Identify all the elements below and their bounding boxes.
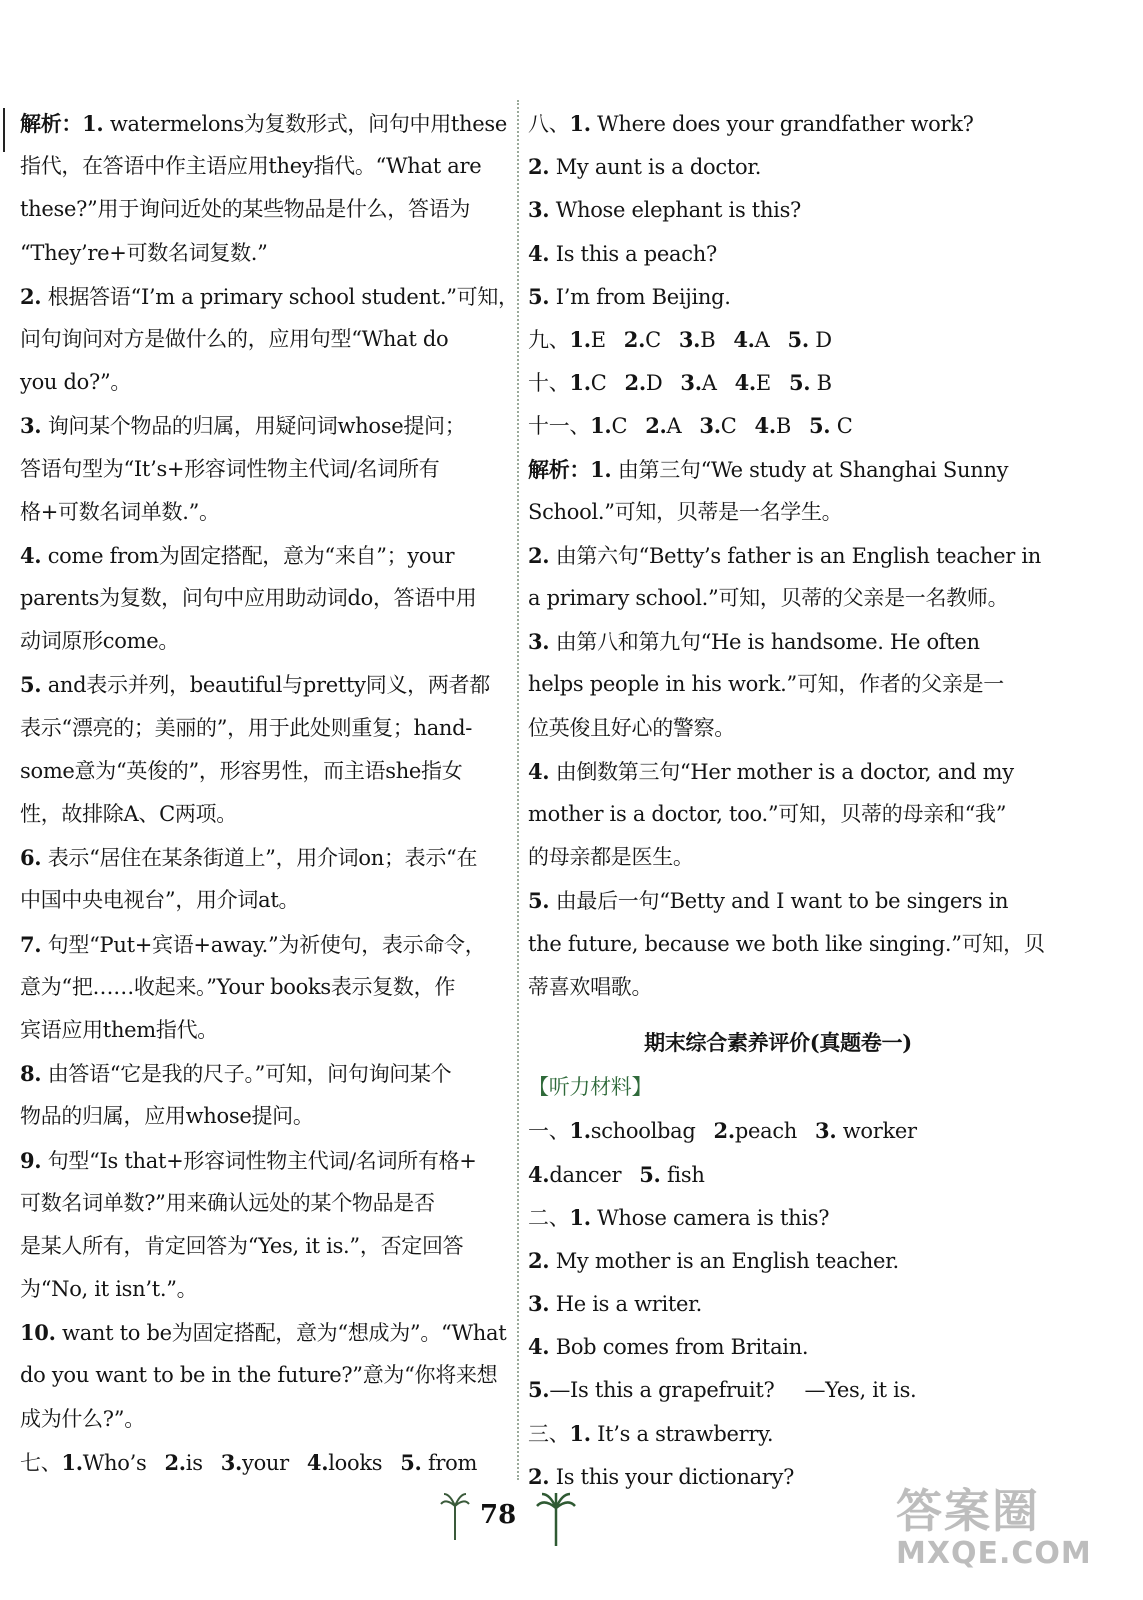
text-run: Who’s bbox=[82, 1450, 147, 1475]
text-line bbox=[20, 707, 506, 750]
text-line bbox=[20, 750, 506, 793]
text-run: I’m from Beijing. bbox=[549, 284, 731, 309]
text-line bbox=[528, 836, 1028, 879]
listening-label: 【听力材料】 bbox=[528, 1075, 653, 1100]
bold-run: 2. bbox=[623, 326, 646, 352]
text-line bbox=[528, 534, 1042, 577]
text-line bbox=[20, 145, 506, 188]
text-run: 中国中央电视台”，用介词at。 bbox=[20, 888, 300, 913]
text-line bbox=[20, 577, 506, 620]
text-line bbox=[20, 275, 519, 318]
bold-run: 4. bbox=[734, 370, 756, 396]
bold-run: 5. bbox=[788, 370, 811, 396]
bold-run: 5. bbox=[639, 1161, 661, 1187]
text-run: parents为复数，问句中应用助动词do，答语中用 bbox=[20, 586, 477, 611]
text-run: D bbox=[808, 327, 832, 352]
bold-run: 2. bbox=[20, 283, 42, 309]
text-line bbox=[528, 620, 1028, 663]
margin-bar bbox=[3, 108, 5, 152]
text-run: helps people in his work.”可知，作者的父亲是一 bbox=[528, 672, 1004, 697]
text-run: 为“No, it isn’t.”。 bbox=[20, 1277, 198, 1302]
text-run: 是某人所有，肯定回答为“Yes, it is.”，否定回答 bbox=[20, 1233, 464, 1258]
bold-run: 6. bbox=[20, 845, 42, 871]
text-run: peach bbox=[734, 1119, 798, 1144]
bold-run: 10. bbox=[20, 1320, 56, 1346]
text-run: 由第三句“We study at Shanghai Sunny bbox=[611, 457, 1009, 482]
bold-run: 3. bbox=[220, 1449, 243, 1475]
text-line bbox=[528, 318, 1028, 361]
text-run: 物品的归属，应用whose提问。 bbox=[20, 1104, 314, 1129]
bold-run: 4. bbox=[528, 758, 550, 784]
text-line bbox=[528, 879, 1028, 922]
text-run: 可数名词单数?”用来确认远处的某个物品是否 bbox=[20, 1190, 435, 1215]
text-run: the future, because we both like singing.”可知，贝 bbox=[528, 931, 1045, 956]
text-line bbox=[528, 1368, 1028, 1411]
text-run: Is this a peach? bbox=[549, 241, 717, 266]
text-line bbox=[528, 1109, 1028, 1152]
text-line bbox=[528, 1325, 1028, 1368]
text-run: is bbox=[185, 1450, 203, 1475]
text-run: It’s a strawberry. bbox=[590, 1421, 774, 1446]
text-line bbox=[20, 404, 506, 447]
text-run: 三、 bbox=[528, 1421, 570, 1446]
text-run: fish bbox=[660, 1162, 705, 1187]
bold-run: 5. bbox=[528, 888, 550, 914]
text-run: your bbox=[242, 1450, 289, 1475]
text-run: 二、 bbox=[528, 1205, 570, 1230]
text-line bbox=[528, 1196, 1028, 1239]
bold-run: 4. bbox=[733, 326, 755, 352]
text-line bbox=[528, 1153, 1028, 1196]
bold-run: 3. bbox=[528, 197, 550, 223]
bold-run: 1. bbox=[569, 111, 591, 136]
text-run: 由答语“它是我的尺子。”可知，问句询问某个 bbox=[41, 1062, 452, 1087]
bold-run: 4. bbox=[528, 240, 550, 266]
text-run: B bbox=[810, 371, 832, 396]
text-line bbox=[20, 663, 506, 706]
text-line bbox=[528, 232, 1028, 275]
text-run: E bbox=[590, 327, 606, 352]
text-run: mother is a doctor, too.”可知，贝蒂的母亲和“我” bbox=[528, 802, 1007, 826]
text-run: 表示“居住在某条街道上”，用介词on；表示“在 bbox=[41, 846, 478, 871]
text-line bbox=[528, 1282, 1028, 1325]
bold-run: 1. bbox=[569, 1118, 591, 1144]
text-run: 动词原形come。 bbox=[20, 629, 180, 654]
text-line bbox=[528, 793, 1028, 836]
text-run: a primary school.”可知，贝蒂的父亲是一名教师。 bbox=[528, 586, 1009, 611]
page-number: 78 bbox=[480, 1500, 517, 1530]
text-line bbox=[20, 923, 506, 966]
text-line bbox=[528, 923, 1045, 966]
bold-run: 1. bbox=[569, 326, 591, 352]
listening-answers bbox=[528, 1109, 1028, 1498]
text-run: 十、 bbox=[528, 371, 570, 396]
text-run: Bob comes from Britain. bbox=[549, 1335, 809, 1360]
watermark-site: MXQE.COM bbox=[896, 1536, 1092, 1571]
watermark bbox=[896, 1485, 1136, 1585]
text-run: 位英俊且好心的警察。 bbox=[528, 715, 735, 740]
text-line bbox=[20, 1354, 506, 1397]
text-line bbox=[20, 1311, 506, 1354]
text-line bbox=[528, 707, 1028, 750]
text-run: 蒂喜欢唱歌。 bbox=[528, 974, 653, 999]
text-run: 表示“漂亮的；美丽的”，用于此处则重复；hand- bbox=[20, 715, 473, 740]
text-run: Where does your grandfather work? bbox=[590, 112, 974, 136]
text-run: from bbox=[421, 1450, 478, 1475]
text-run: 九、 bbox=[528, 327, 570, 352]
text-run: 由最后一句“Betty and I want to be singers in bbox=[549, 889, 1009, 914]
palm-tree-icon bbox=[440, 1492, 470, 1542]
text-run: He is a writer. bbox=[549, 1292, 702, 1317]
text-line bbox=[528, 577, 1028, 620]
text-line bbox=[20, 1009, 506, 1052]
text-line bbox=[20, 318, 506, 361]
bold-run: 5. bbox=[400, 1449, 422, 1475]
bold-run: 1. bbox=[590, 456, 612, 482]
bold-run: 3. bbox=[680, 370, 702, 396]
text-run: 一、 bbox=[528, 1119, 570, 1144]
text-run: My mother is an English teacher. bbox=[549, 1248, 899, 1273]
text-run: D bbox=[645, 371, 663, 396]
text-line bbox=[528, 404, 1028, 447]
text-run: Whose camera is this? bbox=[590, 1205, 830, 1230]
text-run: schoolbag bbox=[590, 1119, 696, 1144]
bold-run: 3. bbox=[815, 1118, 837, 1144]
text-run: 意为“把……收起来。”Your books表示复数，作 bbox=[20, 974, 456, 999]
text-run: School.”可知，贝蒂是一名学生。 bbox=[528, 499, 843, 524]
bold-run: 2. bbox=[164, 1449, 186, 1475]
text-line bbox=[528, 966, 1028, 1009]
text-run: 宾语应用them指代。 bbox=[20, 1017, 219, 1042]
text-run: watermelons为复数形式，问句中用these bbox=[103, 112, 508, 136]
text-run: 格+可数名词单数.”。 bbox=[20, 499, 220, 524]
bold-run: 3. bbox=[528, 629, 550, 655]
bold-run: 1. bbox=[82, 111, 104, 136]
left-column bbox=[20, 102, 519, 1484]
bold-run: 2. bbox=[713, 1118, 735, 1144]
text-run: 成为什么?”。 bbox=[20, 1406, 145, 1431]
text-line bbox=[20, 448, 506, 491]
text-line bbox=[528, 491, 1028, 534]
text-run: 问句询问对方是做什么的，应用句型“What do bbox=[20, 326, 449, 351]
text-run: A bbox=[666, 414, 682, 439]
bold-run: 解析： bbox=[528, 456, 591, 482]
bold-run: 解析： bbox=[20, 111, 83, 136]
text-line bbox=[528, 102, 1028, 145]
bold-run: 4. bbox=[306, 1449, 329, 1475]
section-title: 期末综合素养评价(真题卷一) bbox=[644, 1029, 912, 1055]
text-line bbox=[20, 1182, 506, 1225]
text-run: you do?”。 bbox=[20, 370, 132, 395]
text-run: 句型“Is that+形容词性物主代词/名词所有格+ bbox=[41, 1148, 477, 1173]
text-line bbox=[20, 534, 506, 577]
text-line bbox=[20, 102, 506, 145]
text-run: —Is this a grapefruit? bbox=[549, 1378, 775, 1403]
text-run: C bbox=[720, 414, 737, 439]
text-line bbox=[20, 491, 506, 534]
bold-run: 8. bbox=[20, 1061, 42, 1087]
bold-run: 3. bbox=[678, 326, 701, 352]
text-run: come from为固定搭配，意为“来自”；your bbox=[41, 543, 455, 568]
bold-run: 1. bbox=[569, 370, 591, 396]
text-run: “They’re+可数名词复数.” bbox=[20, 240, 268, 265]
text-run: A bbox=[701, 371, 717, 396]
text-line bbox=[20, 1441, 506, 1484]
text-run: 指代，在答语中作主语应用they指代。“What are bbox=[20, 154, 482, 179]
text-line bbox=[20, 1052, 506, 1095]
text-line bbox=[528, 361, 1028, 404]
bold-run: 4. bbox=[528, 1334, 550, 1360]
text-run: C bbox=[590, 371, 607, 396]
text-line bbox=[20, 188, 506, 231]
bold-run: 1. bbox=[569, 1420, 591, 1446]
text-line bbox=[528, 188, 1028, 231]
text-line bbox=[528, 448, 1028, 491]
palm-tree-icon bbox=[536, 1492, 576, 1548]
bold-run: 2. bbox=[645, 413, 667, 439]
text-line bbox=[528, 1412, 1028, 1455]
text-line bbox=[20, 1268, 506, 1311]
text-line bbox=[20, 1139, 506, 1182]
bold-run: 1. bbox=[61, 1449, 83, 1475]
bold-run: 2. bbox=[528, 154, 550, 180]
right-answers bbox=[528, 102, 1045, 1009]
text-run: looks bbox=[328, 1450, 383, 1475]
text-run: 答语句型为“It’s+形容词性物主代词/名词所有 bbox=[20, 456, 440, 481]
text-run: 由第八和第九句“He is handsome. He often bbox=[549, 630, 980, 655]
text-line bbox=[20, 879, 506, 922]
bold-run: 7. bbox=[20, 931, 42, 957]
text-line bbox=[20, 966, 506, 1009]
text-run: C bbox=[830, 414, 853, 439]
bold-run: 2. bbox=[624, 370, 646, 396]
bold-run: 9. bbox=[20, 1147, 42, 1173]
bold-run: 5. bbox=[528, 1377, 550, 1403]
text-run: 句型“Put+宾语+away.”为祈使句，表示命令， bbox=[41, 932, 486, 957]
bold-run: 4. bbox=[754, 413, 776, 439]
text-run: some意为“英俊的”，形容男性，而主语she指女 bbox=[20, 758, 463, 783]
text-run: 的母亲都是医生。 bbox=[528, 845, 694, 870]
text-run: dancer bbox=[549, 1162, 622, 1187]
right-column bbox=[528, 102, 1045, 1498]
bold-run: 5. bbox=[20, 672, 42, 698]
text-line bbox=[20, 361, 506, 404]
bold-run: 5. bbox=[809, 413, 831, 439]
text-run: want to be为固定搭配，意为“想成为”。“What bbox=[55, 1321, 507, 1346]
bold-run: 2. bbox=[528, 542, 550, 568]
text-line bbox=[20, 836, 506, 879]
watermark-logo: 答案圈 bbox=[896, 1484, 1040, 1538]
text-line bbox=[528, 145, 1028, 188]
text-run: A bbox=[754, 327, 770, 352]
bold-run: 3. bbox=[528, 1291, 550, 1317]
bold-run: 4. bbox=[528, 1161, 550, 1187]
column-divider bbox=[517, 100, 521, 1480]
text-run: C bbox=[645, 327, 661, 352]
text-line bbox=[20, 232, 506, 275]
bold-run: 2. bbox=[528, 1463, 550, 1489]
text-run: 八、 bbox=[528, 112, 570, 136]
text-run: Whose elephant is this? bbox=[549, 198, 802, 223]
text-line bbox=[20, 1225, 506, 1268]
text-run: E bbox=[755, 371, 771, 396]
bold-run: 1. bbox=[590, 413, 612, 439]
text-run: 由第六句“Betty’s father is an English teacher in bbox=[549, 543, 1042, 568]
text-run: B bbox=[700, 327, 716, 352]
text-run: Is this your dictionary? bbox=[549, 1464, 795, 1489]
text-line bbox=[20, 1398, 506, 1441]
text-run: B bbox=[775, 414, 791, 439]
text-run: and表示并列，beautiful与pretty同义，两者都 bbox=[41, 673, 490, 698]
text-line bbox=[528, 1239, 1028, 1282]
text-run: C bbox=[611, 414, 628, 439]
text-run: do you want to be in the future?”意为“你将来想 bbox=[20, 1363, 498, 1388]
bold-run: 5. bbox=[787, 326, 809, 352]
text-line bbox=[528, 750, 1028, 793]
bold-run: 1. bbox=[569, 1204, 591, 1230]
text-line bbox=[528, 663, 1028, 706]
bold-run: 3. bbox=[699, 413, 721, 439]
text-run: 七、 bbox=[20, 1450, 62, 1475]
bold-run: 3. bbox=[20, 413, 42, 439]
text-run: 询问某个物品的归属，用疑问词whose提问； bbox=[41, 414, 466, 439]
text-line bbox=[20, 793, 506, 836]
text-run: My aunt is a doctor. bbox=[549, 155, 762, 180]
text-line bbox=[20, 620, 506, 663]
text-run: 性，故排除A、C两项。 bbox=[20, 802, 237, 826]
bold-run: 2. bbox=[528, 1247, 550, 1273]
text-line bbox=[528, 275, 1028, 318]
bold-run: 5. bbox=[528, 283, 550, 309]
text-run: 由倒数第三句“Her mother is a doctor, and my bbox=[549, 759, 1014, 784]
text-run: —Yes, it is. bbox=[804, 1378, 917, 1403]
text-run: these?”用于询问近处的某些物品是什么，答语为 bbox=[20, 197, 471, 222]
bold-run: 4. bbox=[20, 542, 42, 568]
text-run: 根据答语“I’m a primary school student.”可知， bbox=[41, 284, 519, 309]
text-run: worker bbox=[836, 1119, 917, 1144]
text-line bbox=[20, 1095, 506, 1138]
text-run: 十一、 bbox=[528, 414, 591, 439]
